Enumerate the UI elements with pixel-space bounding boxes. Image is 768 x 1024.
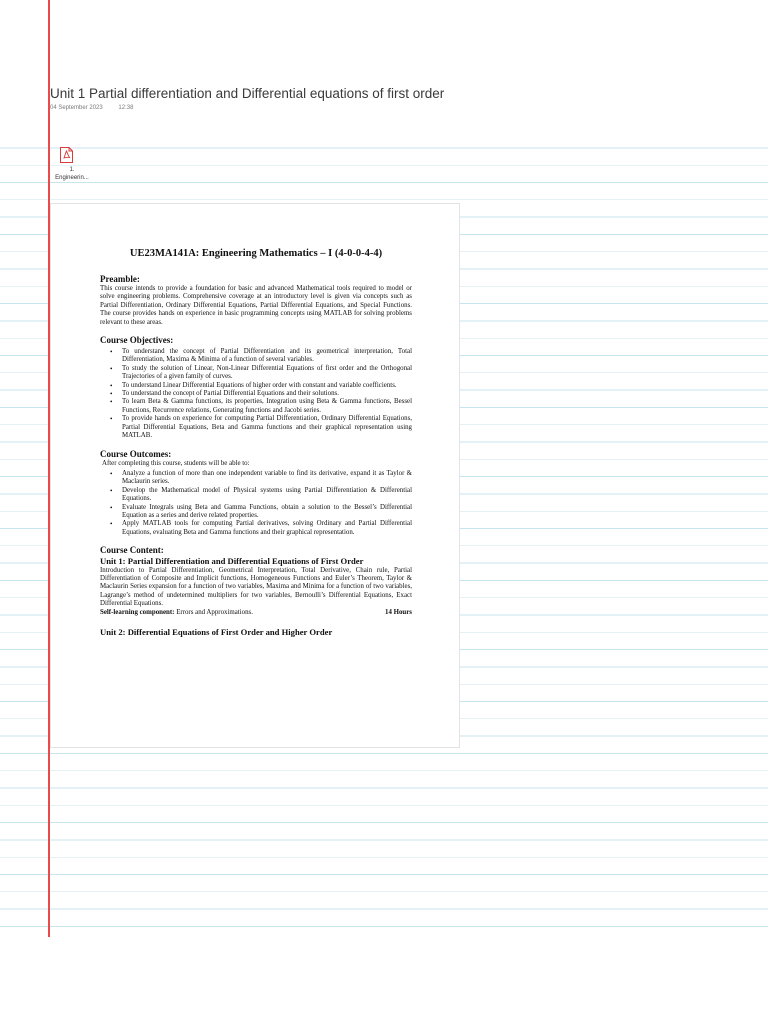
list-item: • Apply MATLAB tools for computing Partial derivatives, solving Ordinary and Partial Differential Equations, evaluating Beta and Gamma functions and their graphical representation.	[122, 520, 412, 537]
attachment-name-line1: 1.	[69, 167, 75, 173]
outcomes-heading: Course Outcomes:	[100, 448, 172, 459]
pdf-attachment[interactable]	[44, 147, 100, 182]
self-learning-label: Self-learning component:	[100, 608, 175, 616]
outcomes-list	[100, 470, 412, 537]
attachment-name	[44, 166, 100, 182]
list-item: • Analyze a function of more than one independent variable to find its derivative, expand it as Taylor & Maclaurin series.	[122, 470, 412, 487]
unit2-heading: Unit 2: Differential Equations of First Order and Higher Order	[100, 627, 333, 638]
attachment-name-line2: Engineerin...	[55, 175, 89, 181]
list-item: • To study the solution of Linear, Non-Linear Differential Equations of first order and the Orthogonal Trajectories of a given family of curves.	[122, 365, 412, 382]
preamble-heading: Preamble:	[100, 274, 140, 284]
self-learning-row	[100, 609, 412, 617]
unit1-text: Introduction to Partial Differentiation, Geometrical Interpretation, Total Derivative, Chain rule, Partial Differentiation of Composite and Implicit functions, Homogeneous Functions and Euler’s Theorem, Taylor & Maclaurin Series expansion for a function of two variables, Maxima and Minima for a function of two variables, Lagrange’s method of undetermined multipliers for two variables, Bernoulli’s Differential Equations, Exact Differential Equations.	[100, 566, 412, 608]
list-item: • To understand the concept of Partial Differentiation and its geometrical interpretation, Total Differentiation, Maxima & Minima of a function of several variables.	[122, 348, 412, 365]
page-footer-area	[0, 940, 768, 1024]
self-learning-text: Errors and Approximations.	[176, 608, 253, 616]
list-item: • To provide hands on experience for computing Partial Differentiation, Ordinary Differential Equations, Partial Differential Equations, Beta and Gamma functions and their graphical representation using MATLAB.	[122, 415, 412, 440]
list-item: • To learn Beta & Gamma functions, its properties, Integration using Beta & Gamma functions, Bessel Functions, Recurrence relations, Generating functions and Jacobi series.	[122, 398, 412, 415]
unit1-hours: 14 Hours	[385, 608, 412, 616]
preamble-text: This course intends to provide a foundation for basic and advanced Mathematical tools required to model or solve engineering problems. Comprehensive coverage at an introductory level is given via concepts such as Partial Differentiation, Ordinary Differential Equations, Partial Differential Equations, and Special Functions. The course provides hands on experience in basic programming concepts using MATLAB for solving problems relevant to these areas.	[100, 285, 412, 326]
list-item: • To understand the concept of Partial Differential Equations and their solutions.	[122, 390, 412, 398]
objectives-section	[100, 335, 412, 440]
page-title[interactable]: Unit 1 Partial differentiation and Differential equations of first order	[50, 86, 445, 101]
page-timestamp	[50, 105, 133, 111]
list-item: • To understand Linear Differential Equations of higher order with constant and variable coefficients.	[122, 382, 412, 390]
content-section	[100, 545, 412, 617]
outcomes-section	[100, 449, 412, 538]
document-title: UE23MA141A: Engineering Mathematics – I (4-0-0-4-4)	[129, 248, 383, 259]
preamble-section	[100, 274, 412, 327]
pdf-page-preview[interactable]	[50, 203, 460, 748]
objectives-list	[100, 348, 412, 440]
page-header-area	[0, 0, 768, 131]
page-date: 04 September 2023	[50, 105, 103, 111]
objectives-heading: Course Objectives:	[100, 335, 174, 346]
content-heading: Course Content:	[100, 545, 164, 556]
page-time: 12:38	[118, 105, 134, 111]
list-item: • Develop the Mathematical model of Physical systems using Partial Differentiation & Differential Equations.	[122, 487, 412, 504]
unit1-heading: Unit 1: Partial Differentiation and Differential Equations of First Order	[100, 556, 364, 567]
list-item: • Evaluate Integrals using Beta and Gamma Functions, obtain a solution to the Bessel’s Differential Equation as a series and derive related properties.	[122, 504, 412, 521]
outcomes-intro: After completing this course, students will be able to:	[102, 459, 250, 467]
pdf-file-icon	[60, 147, 73, 163]
pdf-page-content	[100, 248, 412, 638]
